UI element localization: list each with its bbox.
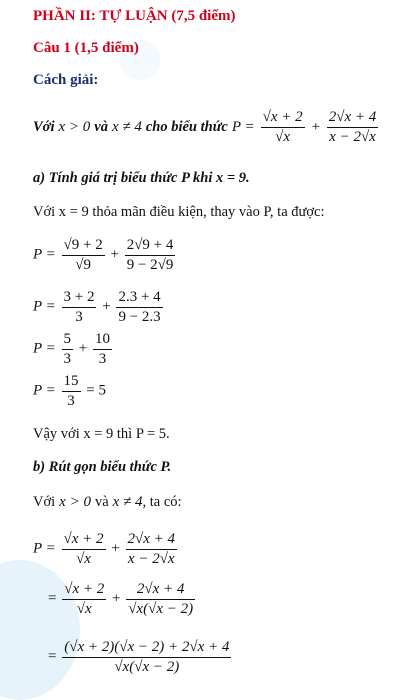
fraction-denominator: 3	[67, 392, 75, 409]
plus-sign: +	[310, 118, 321, 135]
fraction	[62, 236, 105, 275]
fraction	[62, 372, 81, 411]
plus-sign: +	[111, 590, 121, 607]
intro-suffix: , ta có:	[142, 494, 182, 510]
condition-line	[33, 108, 380, 147]
solution-heading: Cách giải:	[33, 72, 99, 88]
fraction-denominator: √x(√x − 2)	[128, 600, 194, 617]
part-a-intro: Với x = 9 thỏa mãn điều kiện, thay vào P, ta được:	[33, 204, 325, 220]
equation-lhs: P =	[33, 298, 56, 315]
fraction	[125, 236, 176, 275]
fraction-denominator: √x(√x − 2)	[114, 658, 180, 675]
equation-lhs: =	[48, 648, 57, 665]
fraction-denominator: 9 − 2.3	[118, 308, 161, 325]
fraction-numerator: √x + 2	[62, 530, 106, 550]
expression-lhs: P =	[231, 118, 255, 135]
condition-2: x ≠ 4	[112, 494, 143, 510]
equation-lhs: P =	[33, 382, 56, 399]
condition-1: x > 0	[58, 118, 91, 135]
fraction-numerator: 15	[62, 372, 81, 392]
fraction-numerator: 2√x + 4	[126, 580, 195, 600]
fraction	[93, 330, 112, 369]
fraction-denominator: √x	[76, 600, 92, 617]
fraction-numerator: 2.3 + 4	[116, 288, 162, 308]
part-b-heading: b) Rút gọn biểu thức P.	[33, 459, 172, 475]
fraction-numerator: √x + 2	[261, 108, 305, 128]
plus-sign: +	[111, 540, 120, 557]
fraction	[62, 638, 231, 677]
fraction	[62, 580, 106, 619]
fraction	[126, 530, 178, 569]
fraction-denominator: 3	[75, 308, 83, 325]
part-b-step-1	[33, 530, 179, 569]
condition-suffix: cho biểu thức	[145, 118, 228, 135]
fraction-denominator: 9 − 2√9	[126, 256, 174, 273]
fraction-numerator: (√x + 2)(√x − 2) + 2√x + 4	[62, 638, 231, 658]
equation-lhs: P =	[33, 246, 56, 263]
fraction-numerator: 2√x + 4	[327, 108, 379, 128]
result-value: = 5	[86, 382, 106, 399]
fraction-numerator: 2√9 + 4	[125, 236, 176, 256]
part-title: PHẦN II: TỰ LUẬN (7,5 điểm)	[33, 8, 236, 24]
fraction	[62, 330, 74, 369]
fraction-denominator: x − 2√x	[127, 550, 175, 567]
part-a-step-3	[33, 330, 114, 369]
condition-2: x ≠ 4	[111, 118, 142, 135]
fraction-denominator: √x	[76, 550, 91, 567]
equation-lhs: P =	[33, 540, 56, 557]
part-b-step-2	[48, 580, 197, 619]
equation-lhs: P =	[33, 340, 56, 357]
fraction-denominator: x − 2√x	[329, 128, 376, 145]
part-b-step-3	[48, 638, 233, 677]
fraction	[327, 108, 379, 147]
part-a-step-4	[33, 372, 106, 411]
plus-sign: +	[102, 298, 111, 315]
plus-sign: +	[110, 246, 119, 263]
fraction-denominator: √9	[75, 256, 91, 273]
fraction-denominator: 3	[98, 350, 107, 367]
condition-prefix: Với	[33, 118, 55, 135]
fraction	[261, 108, 305, 147]
question-title: Câu 1 (1,5 điểm)	[33, 40, 139, 56]
fraction	[62, 288, 97, 327]
fraction-numerator: 5	[62, 330, 74, 350]
fraction	[62, 530, 106, 569]
fraction	[116, 288, 162, 327]
part-b-intro	[33, 493, 182, 511]
part-a-heading: a) Tính giá trị biểu thức P khi x = 9.	[33, 170, 250, 186]
equation-lhs: =	[48, 590, 57, 607]
fraction-numerator: 10	[93, 330, 112, 350]
fraction-numerator: 2√x + 4	[126, 530, 178, 550]
part-a-conclusion: Vậy với x = 9 thì P = 5.	[33, 426, 170, 442]
fraction-numerator: √9 + 2	[62, 236, 105, 256]
fraction-numerator: 3 + 2	[62, 288, 97, 308]
plus-sign: +	[78, 340, 88, 357]
part-a-step-2	[33, 288, 165, 327]
fraction-numerator: √x + 2	[62, 580, 106, 600]
fraction-denominator: 3	[63, 350, 72, 367]
intro-and: và	[94, 494, 109, 510]
fraction	[126, 580, 195, 619]
part-a-step-1	[33, 236, 177, 275]
fraction-denominator: √x	[275, 128, 291, 145]
condition-and: và	[94, 118, 108, 135]
intro-prefix: Với	[33, 494, 56, 510]
condition-1: x > 0	[59, 494, 91, 510]
